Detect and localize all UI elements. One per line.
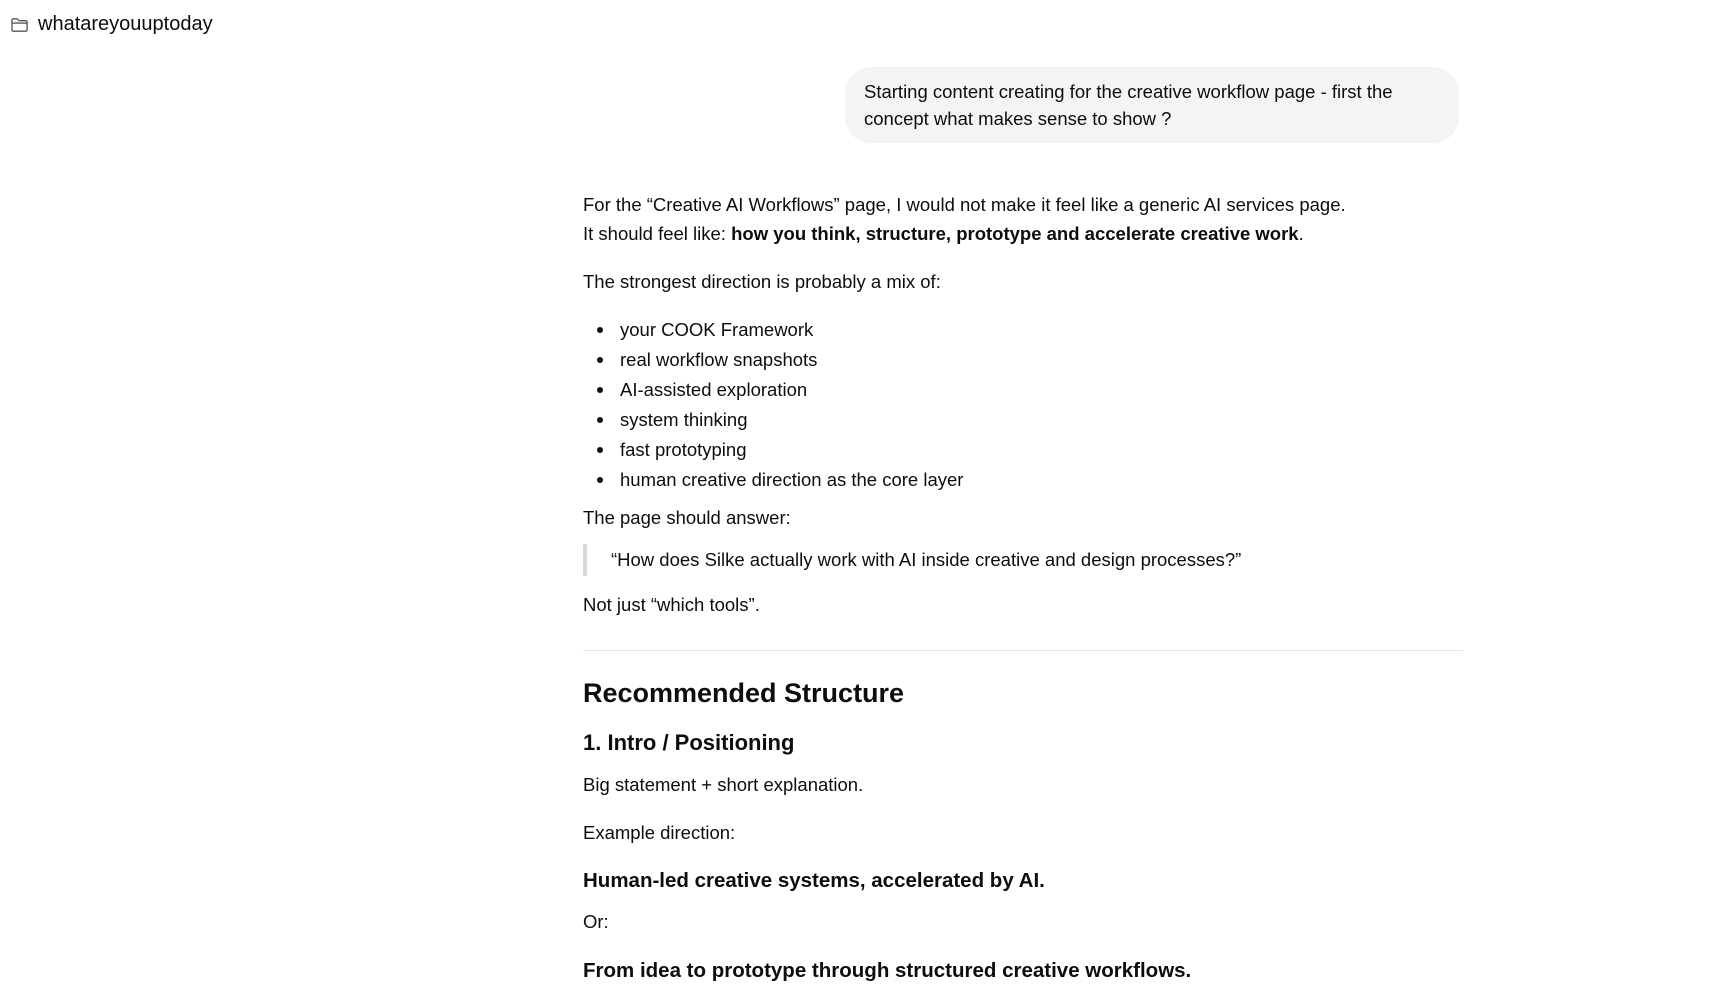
section-heading: Recommended Structure [583, 678, 905, 708]
list-item [620, 315, 1463, 345]
bullet-dot [597, 417, 603, 423]
intro-line-2-prefix: It should feel like: [583, 223, 732, 244]
list-item-text: system thinking [620, 409, 748, 430]
assistant-answer [583, 190, 1463, 997]
intro-line-2-bold: how you think, structure, prototype and accelerate creative work [731, 223, 1299, 244]
list-item [620, 405, 1463, 435]
example-label: Example direction: [583, 822, 736, 843]
list-item-text: real workflow snapshots [620, 349, 818, 370]
subsection-description: Big statement + short explanation. [583, 774, 864, 795]
user-message-text: Starting content creating for the creative workflow page - first the concept what makes sense to show ? [864, 81, 1393, 129]
list-item-text: human creative direction as the core layer [620, 469, 964, 490]
project-name[interactable]: whatareyouuptoday [38, 12, 213, 35]
direction-intro: The strongest direction is probably a mix of: [583, 271, 941, 292]
intro-line-2-suffix: . [1298, 223, 1304, 244]
blockquote [583, 544, 1463, 576]
bullet-dot [597, 387, 603, 393]
subsection-heading: 1. Intro / Positioning [583, 730, 795, 755]
project-header[interactable] [10, 10, 213, 38]
list-item-text: your COOK Framework [620, 319, 814, 340]
bullet-dot [597, 357, 603, 363]
folder-icon [10, 15, 29, 34]
quote-text: “How does Silke actually work with AI inside creative and design processes?” [611, 549, 1242, 570]
list-item [620, 345, 1463, 375]
bullet-dot [597, 327, 603, 333]
intro-paragraph [583, 190, 1463, 248]
list-item-text: AI-assisted exploration [620, 379, 808, 400]
list-item [620, 465, 1463, 495]
user-message-bubble [845, 67, 1459, 143]
or-label: Or: [583, 911, 609, 932]
bullet-dot [597, 447, 603, 453]
list-item-text: fast prototyping [620, 439, 747, 460]
list-item [620, 435, 1463, 465]
intro-line-1: For the “Creative AI Workflows” page, I would not make it feel like a generic AI services page. [583, 194, 1346, 215]
not-just-line: Not just “which tools”. [583, 594, 760, 615]
list-item [620, 375, 1463, 405]
example-statement-1: Human-led creative systems, accelerated by AI. [583, 869, 1045, 892]
example-statement-2: From idea to prototype through structured creative workflows. [583, 959, 1192, 982]
bullet-dot [597, 477, 603, 483]
direction-list [583, 315, 1463, 495]
page-question-intro: The page should answer: [583, 507, 791, 528]
divider [583, 650, 1463, 651]
